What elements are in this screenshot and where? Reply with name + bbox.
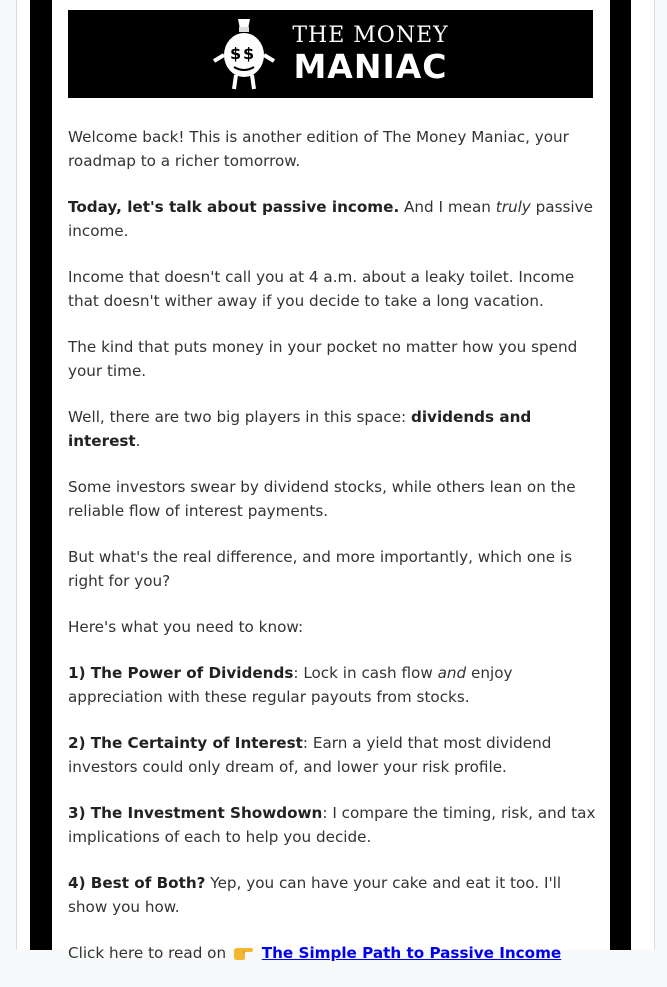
text-span: : Earn a yield that most dividend investors could only dream of, and lower your risk profile. [68, 734, 552, 776]
pointing-right-hand-icon [233, 945, 253, 961]
list-item-2 [68, 731, 598, 779]
money-bag-mascot-icon [212, 15, 276, 93]
logo-text [292, 23, 449, 86]
list-item-1 [68, 661, 598, 709]
emphasis: and [437, 664, 467, 682]
topic-bold: Today, let's talk about passive income. [68, 198, 400, 216]
emphasis: truly [495, 198, 531, 216]
text-span: passive income. [68, 198, 593, 240]
logo-line-2: MANIAC [293, 47, 448, 86]
newsletter-body [68, 125, 598, 987]
text-span: : I compare the timing, risk, and tax implications of each to help you decide. [68, 804, 596, 846]
kind-paragraph: The kind that puts money in your pocket no matter how you spend your time. [68, 338, 578, 380]
logo-line-1: THE MONEY [292, 23, 449, 48]
list-item-title: 2) The Certainty of Interest [68, 734, 303, 752]
need-to-know-paragraph: Here's what you need to know: [68, 618, 304, 636]
income-paragraph: Income that doesn't call you at 4 a.m. about a leaky toilet. Income that doesn't wither away if you decide to take a long vacation. [68, 268, 575, 310]
text-span: And I mean [399, 198, 496, 216]
list-item-3 [68, 801, 598, 849]
list-item-title: 1) The Power of Dividends [68, 664, 294, 682]
topic-paragraph [68, 195, 598, 243]
players-bold: dividends and interest [68, 408, 532, 450]
text-span: Well, there are two big players in this space: [68, 408, 411, 426]
cta-prefix: Click here to read on [68, 944, 227, 962]
svg-text:$: $ [230, 44, 242, 63]
cta-paragraph [68, 941, 598, 965]
text-span: . [135, 432, 141, 450]
list-item-title: 4) Best of Both? [68, 874, 206, 892]
question-paragraph: But what's the real difference, and more importantly, which one is right for you? [68, 548, 573, 590]
text-span: Yep, you can have your cake and eat it too. I'll show you how. [68, 874, 562, 916]
investors-paragraph: Some investors swear by dividend stocks, while others lean on the reliable flow of interest payments. [68, 478, 576, 520]
list-item-title: 3) The Investment Showdown [68, 804, 323, 822]
text-span: : Lock in cash flow [293, 664, 438, 682]
intro-paragraph: Welcome back! This is another edition of The Money Maniac, your roadmap to a richer tomorrow. [68, 128, 569, 170]
players-paragraph [68, 405, 598, 453]
email-content [52, 0, 610, 962]
text-span: enjoy appreciation with these regular payouts from stocks. [68, 664, 513, 706]
list-item-4 [68, 871, 598, 919]
logo-banner [68, 10, 593, 98]
right-black-border [610, 0, 631, 950]
left-black-border [30, 0, 52, 950]
read-article-link[interactable]: The Simple Path to Passive Income [261, 944, 562, 962]
svg-text:$: $ [243, 44, 255, 63]
